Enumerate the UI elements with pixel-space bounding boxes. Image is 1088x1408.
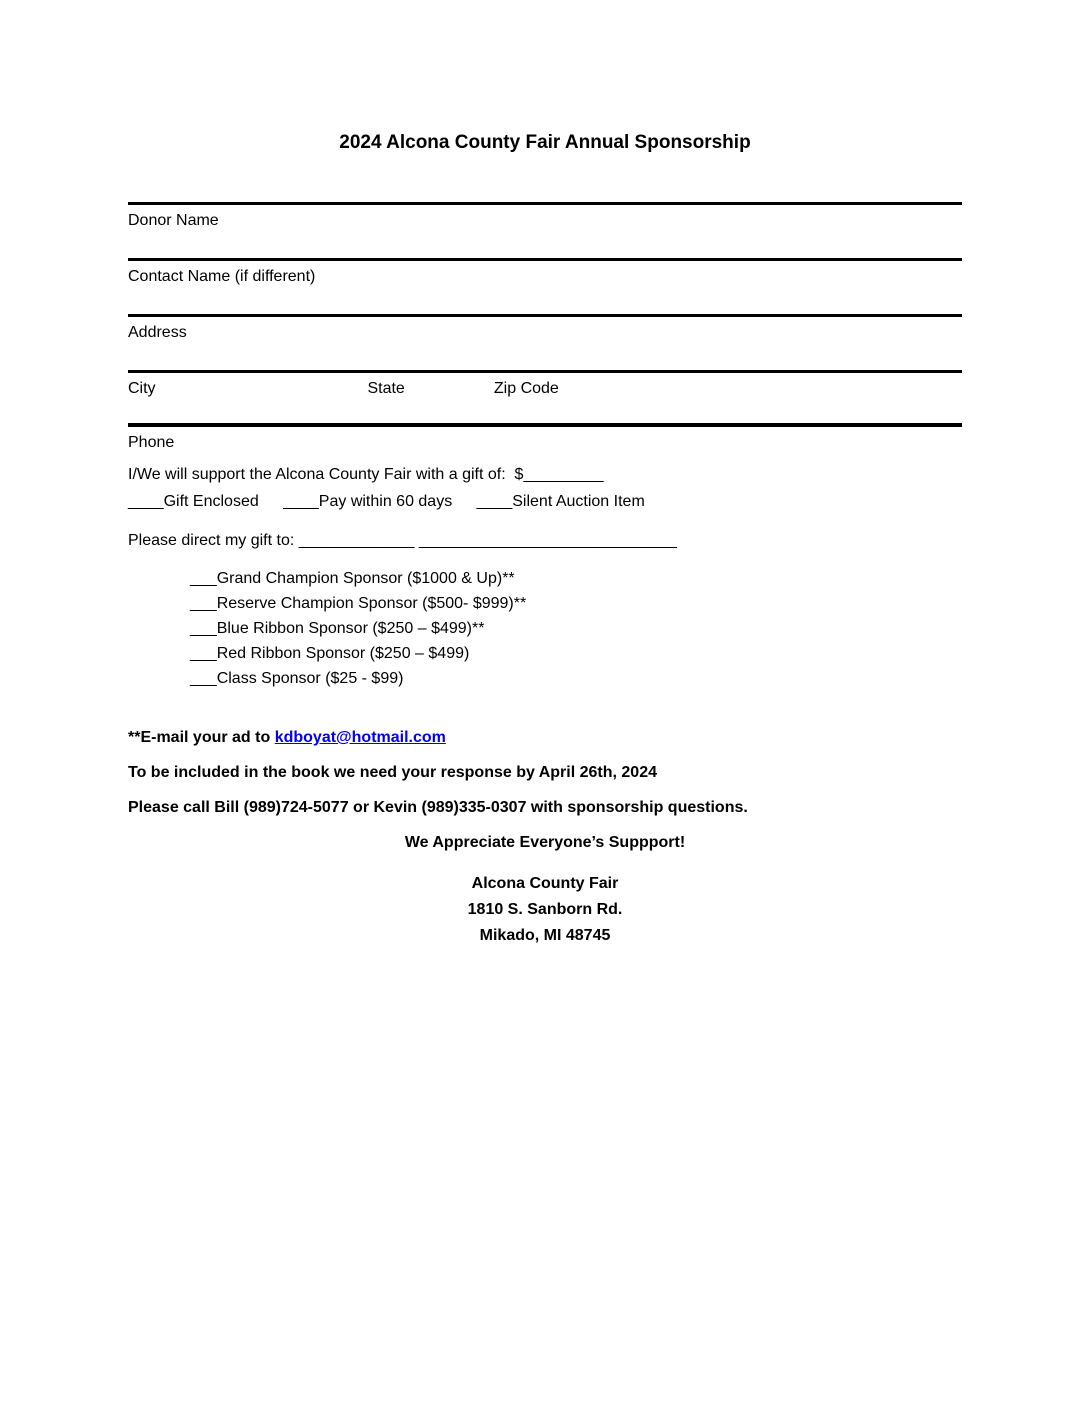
appreciation-line: We Appreciate Everyone’s Suppport! (404, 834, 686, 851)
sponsor-level-class: ___Class Sponsor ($25 - $99) (190, 670, 404, 687)
org-name: Alcona County Fair (471, 875, 619, 892)
sponsor-level-red-ribbon: ___Red Ribbon Sponsor ($250 – $499) (190, 645, 470, 662)
zip-code-label: Zip Code (493, 380, 559, 397)
sponsor-level-grand-champion: ___Grand Champion Sponsor ($1000 & Up)** (190, 570, 515, 587)
questions-line: Please call Bill (989)724-5077 or Kevin (989)335-0307 with sponsorship questions. (128, 799, 748, 816)
email-ad-prefix: **E-mail your ad to (128, 729, 275, 746)
org-city-state-zip: Mikado, MI 48745 (479, 927, 611, 944)
sponsor-level-list (190, 566, 962, 691)
gift-support-line: I/We will support the Alcona County Fair with a gift of: $_________ (128, 466, 604, 483)
contact-name-field (128, 258, 962, 314)
phone-label: Phone (128, 434, 175, 451)
direct-gift-blank: _____________ _____________________________ (298, 532, 677, 549)
address-label: Address (128, 324, 187, 341)
payment-options-line (128, 493, 962, 511)
contact-name-label: Contact Name (if different) (128, 268, 316, 285)
pay-within-60-days-option: ____Pay within 60 days (283, 493, 453, 510)
donor-name-label: Donor Name (128, 212, 219, 229)
direct-gift-line (128, 532, 962, 550)
deadline-line: To be included in the book we need your response by April 26th, 2024 (128, 764, 657, 781)
donor-name-field (128, 202, 962, 258)
address-field (128, 314, 962, 370)
org-street: 1810 S. Sanborn Rd. (467, 901, 623, 918)
city-state-zip-field (128, 370, 962, 423)
page-title: 2024 Alcona County Fair Annual Sponsorship (339, 132, 751, 153)
donor-info-form (128, 202, 962, 452)
org-address-block (128, 871, 962, 949)
sponsor-level-blue-ribbon: ___Blue Ribbon Sponsor ($250 – $499)** (190, 620, 485, 637)
sponsor-level-reserve-champion: ___Reserve Champion Sponsor ($500- $999)** (190, 595, 527, 612)
email-ad-line (128, 729, 962, 747)
silent-auction-item-option: ____Silent Auction Item (476, 493, 645, 510)
direct-gift-label: Please direct my gift to: (128, 532, 299, 549)
city-label: City (128, 380, 156, 397)
gift-enclosed-option: ____Gift Enclosed (128, 493, 259, 510)
email-link[interactable]: kdboyat@hotmail.com (274, 729, 446, 746)
state-label: State (367, 380, 405, 397)
phone-field (128, 423, 962, 452)
